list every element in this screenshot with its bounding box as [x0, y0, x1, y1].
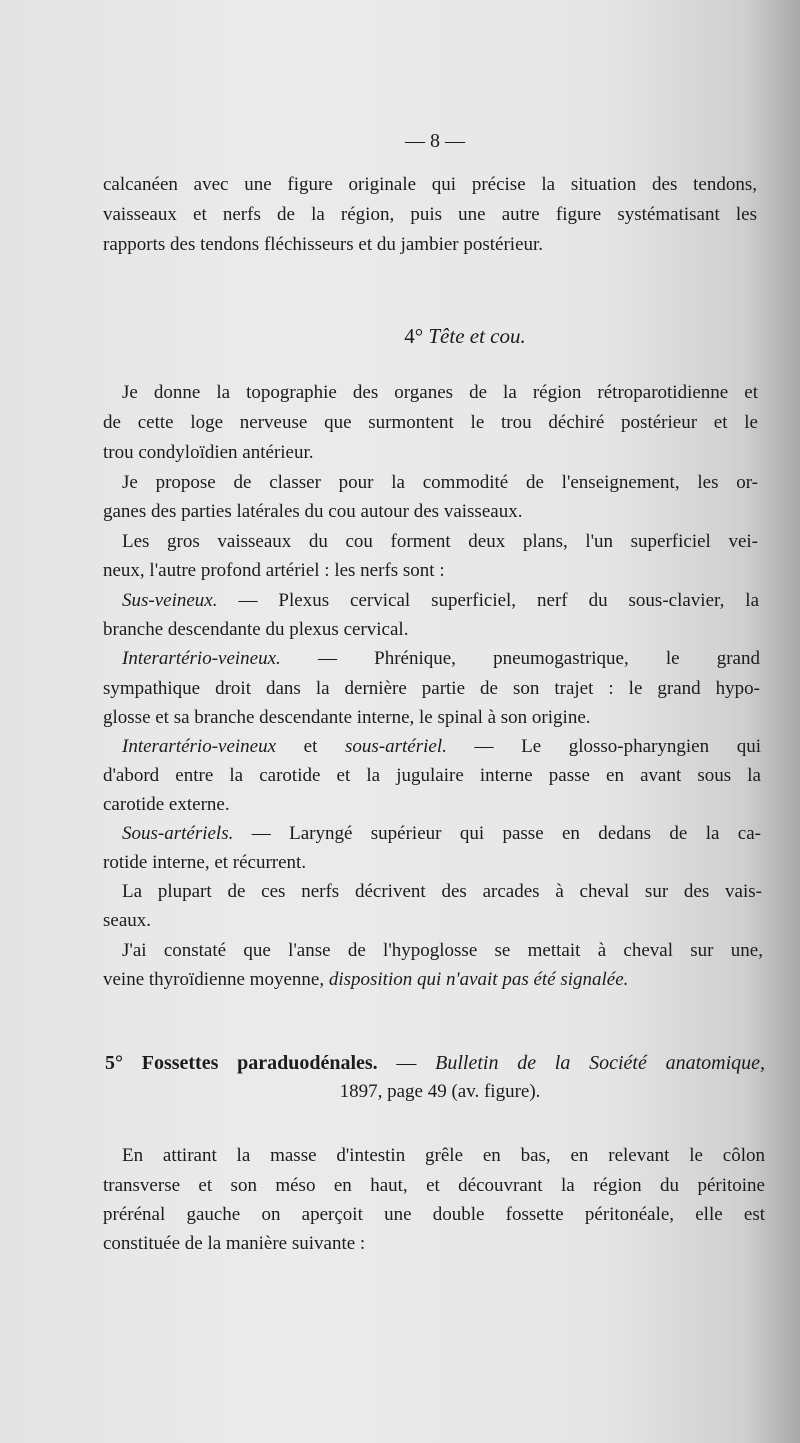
section-5-heading — [105, 1051, 765, 1075]
s4-line-4: Je propose de classer pour la commodité de l'enseignement, les or- — [122, 472, 758, 493]
inter-sous-conj: et — [276, 736, 345, 757]
sus-veineux-line-1 — [122, 589, 759, 613]
s4-line-6: Les gros vaisseaux du cou forment deux plans, l'un superficiel vei- — [122, 531, 758, 552]
sus-veineux-text: — Plexus cervical superficiel, nerf du sous-clavier, la — [217, 590, 759, 611]
sous-line-2: rotide interne, et récurrent. — [103, 852, 307, 873]
intro-line-3: rapports des tendons fléchisseurs et du jambier postérieur. — [103, 234, 544, 255]
section-4-title: Tête et cou. — [428, 324, 526, 348]
plupart-line-2: seaux. — [103, 910, 152, 931]
inter-sous-term-1: Interartério-veineux — [122, 736, 277, 757]
section-5-journal: Bulletin de la Société anatomique, — [435, 1052, 766, 1074]
intro-line-2: vaisseaux et nerfs de la région, puis une autre figure systématisant les — [103, 204, 757, 225]
s5-line-3: prérénal gauche on aperçoit une double fossette péritonéale, elle est — [103, 1204, 765, 1225]
constate-line-2 — [103, 968, 628, 992]
inter-sous-text: — Le glosso-pharyngien qui — [446, 736, 761, 757]
inter-sous-term-2: sous-artériel. — [345, 736, 447, 757]
section-5-dash: — — [377, 1052, 436, 1074]
sus-veineux-term: Sus-veineux. — [122, 590, 218, 611]
inter-sous-line-1 — [122, 735, 761, 759]
s5-line-1: En attirant la masse d'intestin grêle en bas, en relevant le côlon — [122, 1145, 765, 1166]
sous-text: — Laryngé supérieur qui passe en dedans de la ca- — [233, 823, 761, 844]
s5-line-4: constituée de la manière suivante : — [103, 1233, 366, 1254]
inter-line-2: sympathique droit dans la dernière partie de son trajet : le grand hypo- — [103, 678, 760, 699]
sus-veineux-line-2: branche descendante du plexus cervical. — [103, 619, 409, 640]
inter-sous-line-2: d'abord entre la carotide et la jugulaire interne passe en avant sous la — [103, 765, 761, 786]
inter-line-1 — [122, 647, 760, 671]
sous-term: Sous-artériels. — [122, 823, 234, 844]
s4-line-1: Je donne la topographie des organes de la région rétroparotidienne et — [122, 382, 758, 403]
inter-sous-line-3: carotide externe. — [103, 794, 230, 815]
s4-line-2: de cette loge nerveuse que surmontent le trou déchiré postérieur et le — [103, 412, 758, 433]
constate-italic: disposition qui n'avait pas été signalée. — [328, 969, 629, 990]
s4-line-5: ganes des parties latérales du cou autour des vaisseaux. — [103, 501, 523, 522]
inter-line-3: glosse et sa branche descendante interne, le spinal à son origine. — [103, 707, 591, 728]
constate-prefix: veine thyroïdienne moyenne, — [103, 969, 329, 990]
section-5-reference: 1897, page 49 (av. figure). — [339, 1081, 541, 1102]
section-4-heading — [300, 324, 630, 348]
plupart-line-1: La plupart de ces nerfs décrivent des arcades à cheval sur des vais- — [122, 881, 762, 902]
constate-line-1: J'ai constaté que l'anse de l'hypoglosse se mettait à cheval sur une, — [122, 940, 763, 961]
section-4-number: 4° — [404, 324, 424, 348]
inter-text: — Phrénique, pneumogastrique, le grand — [280, 648, 760, 669]
inter-term: Interartério-veineux. — [122, 648, 281, 669]
s4-line-7: neux, l'autre profond artériel : les nerfs sont : — [103, 560, 445, 581]
page-number: — 8 — — [405, 130, 465, 152]
s4-line-3: trou condyloïdien antérieur. — [103, 442, 314, 463]
intro-line-1: calcanéen avec une figure originale qui précise la situation des tendons, — [103, 174, 757, 195]
sous-line-1 — [122, 822, 761, 846]
section-5-title: 5° Fossettes paraduodénales. — [105, 1052, 378, 1074]
s5-line-2: transverse et son méso en haut, et découvrant la région du péritoine — [103, 1175, 765, 1196]
